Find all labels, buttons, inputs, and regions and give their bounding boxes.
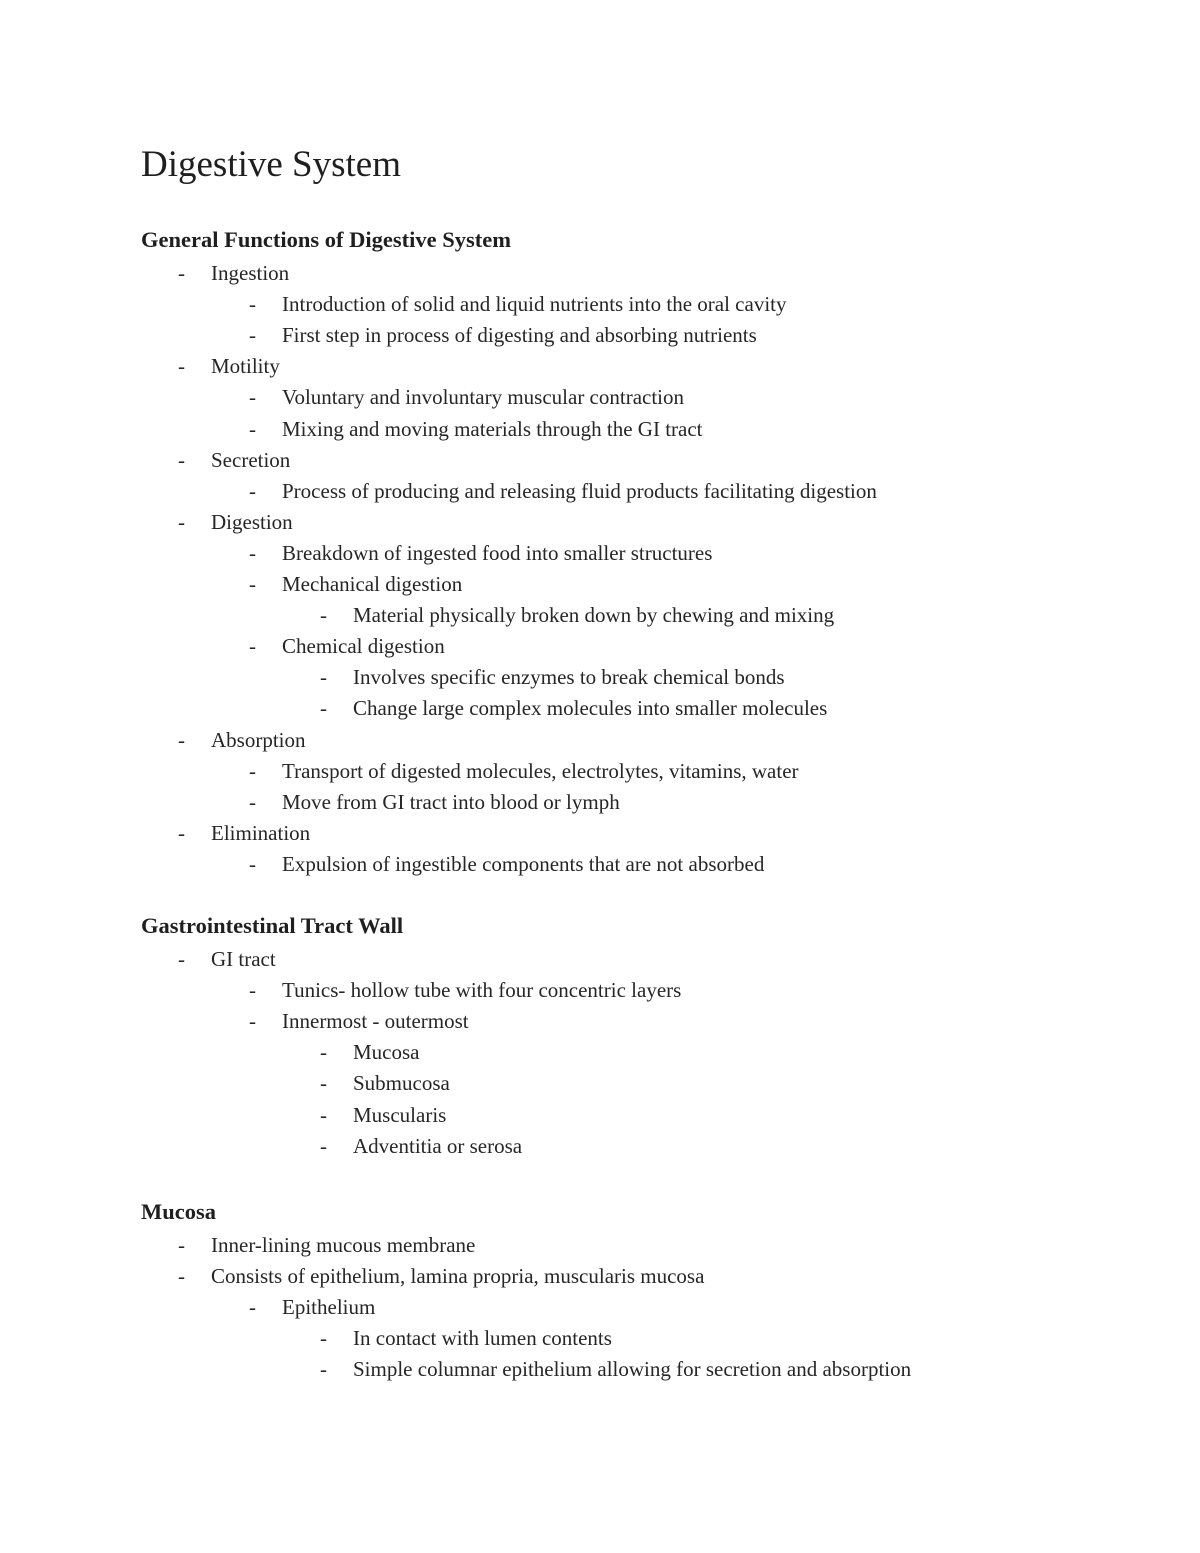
list-item: [178, 351, 280, 381]
list-item: [178, 944, 276, 974]
list-item: [320, 1100, 447, 1130]
bullet-dash: -: [178, 820, 185, 845]
list-item-text: Move from GI tract into blood or lymph: [282, 789, 620, 814]
bullet-dash: -: [178, 1264, 185, 1289]
bullet-dash: -: [320, 603, 327, 628]
list-item-text: Involves specific enzymes to break chemical bonds: [353, 665, 785, 690]
list-item-text: Mechanical digestion: [282, 572, 463, 596]
bullet-dash: -: [249, 978, 256, 1003]
list-item-text: Chemical digestion: [282, 634, 445, 659]
list-item-text: Innermost - outermost: [282, 1009, 469, 1034]
bullet-dash: -: [178, 447, 185, 472]
list-item-text: Simple columnar epithelium allowing for secretion and absorption: [353, 1357, 912, 1382]
bullet-dash: -: [249, 572, 256, 596]
section-heading: Gastrointestinal Tract Wall: [141, 913, 404, 938]
bullet-dash: -: [249, 478, 256, 503]
list-item: [249, 569, 463, 599]
list-item-text: Muscularis: [353, 1102, 447, 1127]
list-item: [320, 1037, 420, 1067]
list-item: [249, 538, 713, 568]
bullet-dash: -: [249, 758, 256, 783]
list-item: [178, 445, 291, 475]
list-item-text: First step in process of digesting and absorbing nutrients: [282, 323, 757, 348]
list-item: [249, 787, 620, 817]
list-item: [249, 476, 877, 506]
bullet-dash: -: [249, 416, 256, 441]
bullet-dash: -: [320, 1326, 327, 1351]
bullet-dash: -: [249, 1009, 256, 1034]
list-item-text: Material physically broken down by chewing and mixing: [353, 603, 835, 628]
list-item-text: Introduction of solid and liquid nutrients into the oral cavity: [282, 292, 787, 317]
list-item-text: Ingestion: [211, 261, 290, 285]
list-item: [320, 662, 785, 692]
list-item-text: Epithelium: [282, 1295, 376, 1320]
section-heading: Mucosa: [141, 1199, 216, 1224]
list-item: [178, 507, 293, 537]
bullet-dash: -: [320, 1071, 327, 1096]
bullet-dash: -: [249, 1295, 256, 1320]
list-item-text: GI tract: [211, 947, 276, 971]
list-item: [178, 258, 290, 288]
bullet-dash: -: [320, 1133, 327, 1158]
list-item-text: Transport of digested molecules, electrolytes, vitamins, water: [282, 758, 799, 783]
list-item: [249, 320, 757, 350]
list-item-text: Change large complex molecules into smaller molecules: [353, 696, 828, 721]
list-item: [320, 1131, 523, 1161]
section-heading: General Functions of Digestive System: [141, 227, 511, 252]
bullet-dash: -: [249, 323, 256, 348]
list-item: [178, 818, 311, 848]
bullet-dash: -: [249, 385, 256, 410]
list-item-text: Tunics- hollow tube with four concentric layers: [282, 978, 682, 1003]
list-item-text: Adventitia or serosa: [353, 1133, 523, 1158]
list-item: [320, 693, 828, 723]
bullet-dash: -: [178, 947, 185, 971]
list-item-text: Digestion: [211, 509, 293, 534]
bullet-dash: -: [320, 1040, 327, 1065]
list-item-text: Submucosa: [353, 1071, 450, 1096]
list-item: [178, 1230, 476, 1260]
list-item: [249, 849, 765, 879]
bullet-dash: -: [178, 261, 185, 285]
list-item-text: Absorption: [211, 727, 306, 752]
list-item: [249, 975, 682, 1005]
list-item-text: Voluntary and involuntary muscular contraction: [282, 385, 685, 410]
list-item: [178, 725, 306, 755]
bullet-dash: -: [320, 1357, 327, 1382]
list-item-text: Secretion: [211, 447, 291, 472]
list-item-text: Consists of epithelium, lamina propria, muscularis mucosa: [211, 1264, 705, 1289]
list-item: [178, 1261, 705, 1291]
list-item: [320, 1323, 612, 1353]
list-item-text: In contact with lumen contents: [353, 1326, 612, 1351]
bullet-dash: -: [249, 789, 256, 814]
list-item: [320, 1068, 450, 1098]
bullet-dash: -: [249, 851, 256, 876]
list-item: [249, 631, 445, 661]
list-item: [320, 1354, 912, 1384]
list-item: [249, 382, 685, 412]
bullet-dash: -: [249, 634, 256, 659]
bullet-dash: -: [320, 665, 327, 690]
bullet-dash: -: [178, 509, 185, 534]
bullet-dash: -: [249, 292, 256, 317]
list-item-text: Motility: [211, 354, 280, 379]
list-item-text: Process of producing and releasing fluid products facilitating digestion: [282, 478, 877, 503]
bullet-dash: -: [178, 727, 185, 752]
list-item-text: Inner-lining mucous membrane: [211, 1233, 476, 1257]
list-item: [249, 289, 787, 319]
list-item: [249, 756, 799, 786]
list-item: [249, 414, 703, 444]
bullet-dash: -: [178, 1233, 185, 1257]
list-item-text: Mixing and moving materials through the GI tract: [282, 416, 703, 441]
list-item: [249, 1006, 469, 1036]
list-item-text: Breakdown of ingested food into smaller structures: [282, 540, 713, 565]
list-item: [249, 1292, 376, 1322]
list-item: [320, 600, 835, 630]
list-item-text: Expulsion of ingestible components that are not absorbed: [282, 851, 765, 876]
list-item-text: Mucosa: [353, 1040, 420, 1065]
list-item-text: Elimination: [211, 820, 311, 845]
bullet-dash: -: [320, 696, 327, 721]
document-title: Digestive System: [141, 144, 402, 185]
bullet-dash: -: [249, 540, 256, 565]
bullet-dash: -: [320, 1102, 327, 1127]
bullet-dash: -: [178, 354, 185, 379]
